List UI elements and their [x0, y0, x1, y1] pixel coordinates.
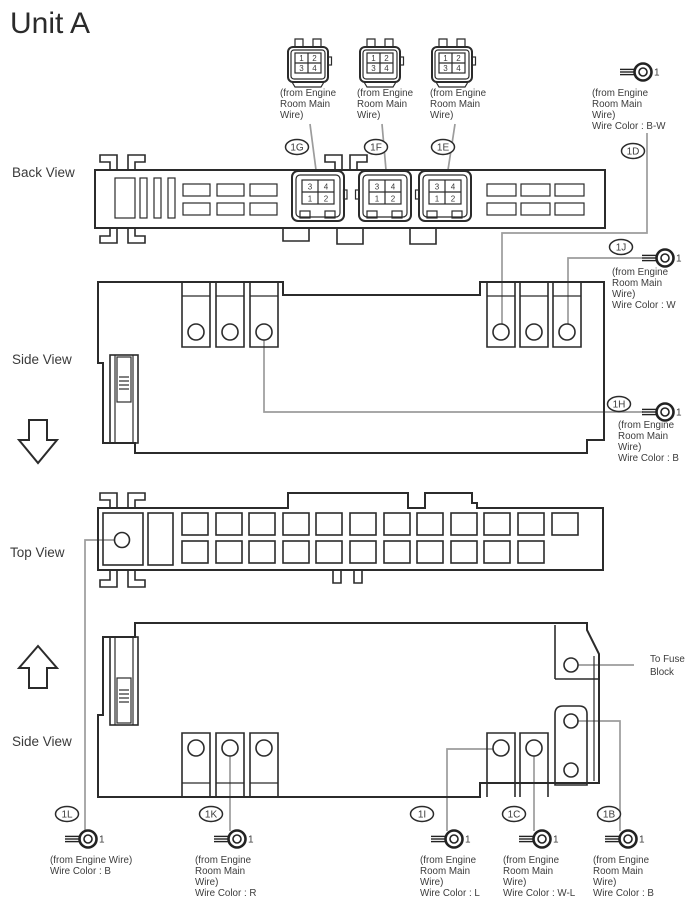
side-view-upper-label: Side View	[12, 352, 72, 367]
svg-text:(from Engine: (from Engine	[430, 88, 487, 99]
svg-text:Wire): Wire)	[195, 877, 219, 888]
terminal-slot	[217, 184, 244, 196]
callout-1b	[593, 807, 654, 900]
terminal-hole	[222, 324, 238, 340]
terminal-hole	[564, 714, 578, 728]
terminal-slot	[521, 203, 550, 215]
top-view	[98, 493, 603, 587]
svg-text:1D: 1D	[626, 146, 640, 158]
pin-number: 1	[299, 54, 304, 63]
mounting-bracket	[350, 155, 367, 170]
terminal-tab	[182, 282, 210, 347]
svg-text:1F: 1F	[370, 142, 382, 154]
ring-terminal-icon	[214, 831, 254, 848]
terminal-tab	[553, 282, 581, 347]
pigtail-1f-source-label	[357, 88, 414, 121]
pigtail-connector-1f	[360, 39, 404, 87]
badge-1e	[432, 140, 455, 155]
terminal-slot	[250, 184, 277, 196]
latch-detail	[110, 355, 138, 443]
svg-text:1C: 1C	[507, 809, 521, 821]
mounting-bracket	[128, 570, 145, 587]
terminal-hole	[493, 740, 509, 756]
mounting-tab	[333, 570, 341, 583]
svg-text:Wire): Wire)	[420, 877, 444, 888]
mounting-bracket	[100, 493, 117, 508]
mounting-tab	[283, 228, 309, 241]
pin-number: 3	[374, 182, 380, 192]
terminal-hole	[188, 740, 204, 756]
svg-text:1J: 1J	[615, 242, 627, 254]
badge-1c	[503, 807, 526, 822]
badge-1b	[598, 807, 621, 822]
terminal-tab	[250, 733, 278, 797]
svg-text:(from Engine: (from Engine	[280, 88, 337, 99]
badge-1l	[56, 807, 79, 822]
svg-text:1B: 1B	[602, 809, 616, 821]
wire-color-label: Wire Color : W	[612, 300, 676, 311]
pin-number: 1	[371, 54, 376, 63]
badge-1j	[610, 240, 633, 255]
pin-number: 1	[374, 194, 380, 204]
callout-1k	[195, 807, 257, 900]
wire-color-label: Wire Color : B	[618, 453, 679, 464]
pin-number: 4	[384, 64, 389, 73]
wire-color-label: Wire Color : W-L	[503, 888, 576, 899]
pigtail-1g-source-label	[280, 88, 337, 121]
svg-text:Wire): Wire)	[357, 110, 381, 121]
svg-text:(from Engine: (from Engine	[195, 855, 252, 866]
pin-number: 3	[434, 182, 440, 192]
double-hole-tab	[555, 706, 587, 785]
ring-terminal-icon	[642, 250, 682, 267]
svg-text:Room Main: Room Main	[592, 99, 643, 110]
callout-1i	[411, 807, 481, 900]
wire-color-label: Wire Color : B	[593, 888, 654, 899]
svg-text:Wire): Wire)	[593, 877, 617, 888]
svg-text:1: 1	[676, 253, 682, 265]
terminal-hole	[493, 324, 509, 340]
pin-number: 2	[323, 194, 329, 204]
ring-terminal-icon	[519, 831, 559, 848]
badge-1d	[622, 144, 645, 159]
svg-text:Room Main: Room Main	[280, 99, 331, 110]
back-view-body	[95, 170, 605, 228]
svg-text:Room Main: Room Main	[593, 866, 644, 877]
terminal-slot	[487, 203, 516, 215]
terminal-tab	[487, 733, 515, 797]
badge-1f	[365, 140, 388, 155]
svg-text:Wire): Wire)	[280, 110, 304, 121]
leader-1g	[310, 124, 316, 170]
wire-color-label: Wire Color : L	[420, 888, 480, 899]
terminal-slot	[487, 184, 516, 196]
svg-text:Room Main: Room Main	[430, 99, 481, 110]
wire-color-label: Wire Color : B	[50, 866, 111, 877]
terminal-hole	[188, 324, 204, 340]
pigtail-1e-source-label	[430, 88, 487, 121]
pin-number: 3	[371, 64, 376, 73]
divider-cell	[148, 513, 173, 565]
pigtail-connector-1g	[288, 39, 332, 87]
side-view-lower-body	[98, 623, 599, 797]
svg-text:Room Main: Room Main	[503, 866, 554, 877]
bolt-cell	[103, 513, 143, 565]
mounting-bracket	[100, 228, 117, 243]
svg-text:Room Main: Room Main	[357, 99, 408, 110]
ring-terminal-icon	[620, 64, 660, 81]
svg-text:1: 1	[465, 834, 471, 846]
pin-number: 4	[323, 182, 329, 192]
pin-number: 1	[443, 54, 448, 63]
terminal-hole	[256, 324, 272, 340]
svg-text:To Fuse: To Fuse	[650, 654, 685, 665]
terminal-slot	[183, 203, 210, 215]
cavity-grid	[182, 513, 578, 563]
svg-text:Wire): Wire)	[618, 442, 642, 453]
svg-text:Room Main: Room Main	[612, 278, 663, 289]
svg-text:1: 1	[676, 407, 682, 419]
ring-terminal-icon	[642, 404, 682, 421]
callout-1l	[50, 807, 132, 878]
connector-socket-1f	[356, 171, 412, 221]
svg-text:(from Engine: (from Engine	[612, 267, 669, 278]
pin-number: 3	[307, 182, 313, 192]
ring-terminal-icon	[431, 831, 471, 848]
leader-1i	[447, 749, 493, 831]
wire-color-label: Wire Color : R	[195, 888, 257, 899]
relay-slot	[168, 178, 175, 218]
pin-number: 4	[450, 182, 456, 192]
side-view-upper-body	[98, 282, 604, 453]
svg-text:(from Engine: (from Engine	[503, 855, 560, 866]
svg-text:Wire): Wire)	[503, 877, 527, 888]
down-arrow-icon	[19, 420, 57, 463]
terminal-hole	[559, 324, 575, 340]
terminal-tab	[216, 282, 244, 347]
terminal-hole	[526, 740, 542, 756]
svg-text:Room Main: Room Main	[195, 866, 246, 877]
svg-text:1K: 1K	[204, 809, 218, 821]
pin-number: 3	[299, 64, 304, 73]
mounting-bracket	[325, 155, 342, 170]
mounting-bracket	[100, 155, 117, 170]
fuse-block-label	[650, 654, 685, 678]
relay-slot	[140, 178, 147, 218]
svg-text:Wire): Wire)	[612, 289, 636, 300]
callout-1c	[503, 807, 576, 900]
svg-text:1I: 1I	[417, 809, 427, 821]
pin-number: 1	[307, 194, 313, 204]
pin-number: 3	[443, 64, 448, 73]
side-view-upper	[98, 282, 604, 453]
pin-number: 2	[390, 194, 396, 204]
svg-text:(from Engine: (from Engine	[592, 88, 649, 99]
svg-text:1: 1	[639, 834, 645, 846]
terminal-slot	[217, 203, 244, 215]
terminal-slot	[250, 203, 277, 215]
svg-text:1L: 1L	[61, 809, 73, 821]
pin-number: 4	[390, 182, 396, 192]
svg-text:1E: 1E	[436, 142, 450, 154]
pin-number: 4	[456, 64, 461, 73]
svg-text:Room Main: Room Main	[420, 866, 471, 877]
terminal-slot	[183, 184, 210, 196]
svg-text:(from Engine: (from Engine	[618, 420, 675, 431]
terminal-tab	[182, 733, 210, 797]
terminal-slot	[555, 184, 584, 196]
svg-text:1H: 1H	[612, 399, 626, 411]
wire-color-label: Wire Color : B-W	[592, 121, 666, 132]
terminal-hole	[564, 658, 578, 672]
mounting-tab	[337, 228, 363, 244]
terminal-hole	[564, 763, 578, 777]
relay-slot	[154, 178, 161, 218]
terminal-tab	[487, 282, 515, 347]
relay-slot	[115, 178, 135, 218]
svg-text:Wire): Wire)	[430, 110, 454, 121]
badge-1h	[608, 397, 631, 412]
side-view-lower-label: Side View	[12, 734, 72, 749]
svg-text:(from Engine Wire): (from Engine Wire)	[50, 855, 133, 866]
badge-1i	[411, 807, 434, 822]
terminal-hole	[256, 740, 272, 756]
pin-number: 4	[312, 64, 317, 73]
callout-1d	[592, 64, 666, 159]
svg-text:(from Engine: (from Engine	[420, 855, 477, 866]
connector-socket-1e	[416, 171, 472, 221]
mounting-tab	[354, 570, 362, 583]
fuse-block-tab	[555, 625, 599, 679]
pin-number: 1	[434, 194, 440, 204]
side-view-lower	[98, 623, 599, 797]
mounting-tab	[410, 228, 436, 244]
ring-terminal-icon	[605, 831, 645, 848]
terminal-slot	[521, 184, 550, 196]
callout-leaders	[85, 124, 647, 831]
leader-1h	[264, 340, 643, 412]
latch-detail	[110, 637, 138, 725]
terminal-tab	[520, 282, 548, 347]
callout-1j	[610, 240, 683, 312]
back-view	[95, 155, 605, 244]
svg-text:1: 1	[654, 67, 660, 79]
badge-1k	[200, 807, 223, 822]
terminal-hole	[115, 533, 130, 548]
svg-text:(from Engine: (from Engine	[593, 855, 650, 866]
svg-text:(from Engine: (from Engine	[357, 88, 414, 99]
pin-number: 2	[456, 54, 461, 63]
terminal-hole	[526, 324, 542, 340]
svg-text:1: 1	[553, 834, 559, 846]
terminal-slot	[555, 203, 584, 215]
connector-socket-1g	[292, 171, 347, 221]
page-title: Unit A	[10, 7, 91, 40]
svg-text:Wire): Wire)	[592, 110, 616, 121]
pin-number: 2	[450, 194, 456, 204]
mounting-bracket	[128, 228, 145, 243]
top-view-label: Top View	[10, 545, 65, 560]
back-view-label: Back View	[12, 165, 75, 180]
mounting-bracket	[100, 570, 117, 587]
pigtail-connector-1e	[432, 39, 476, 87]
svg-text:1: 1	[99, 834, 105, 846]
callout-1h	[608, 397, 683, 465]
up-arrow-icon	[19, 646, 57, 688]
badge-1g	[286, 140, 309, 155]
mounting-bracket	[128, 493, 145, 508]
ring-terminal-icon	[65, 831, 105, 848]
svg-text:1: 1	[248, 834, 254, 846]
pin-number: 2	[384, 54, 389, 63]
terminal-hole	[222, 740, 238, 756]
svg-text:Block: Block	[650, 667, 674, 678]
pin-number: 2	[312, 54, 317, 63]
svg-text:1G: 1G	[290, 142, 304, 154]
mounting-bracket	[128, 155, 145, 170]
svg-text:Room Main: Room Main	[618, 431, 669, 442]
terminal-tab	[250, 282, 278, 347]
